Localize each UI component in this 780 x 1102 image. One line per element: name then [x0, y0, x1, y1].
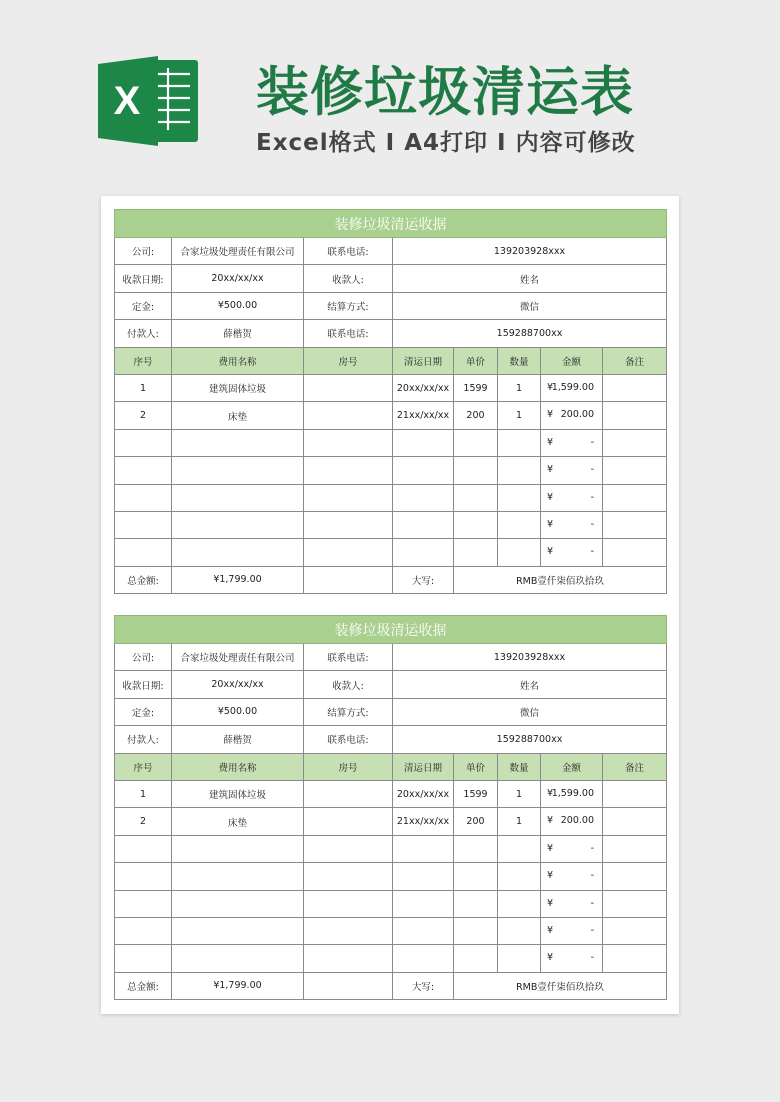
yen-symbol: ¥: [547, 518, 554, 530]
column-header: 房号: [304, 753, 393, 780]
room-number: [304, 917, 393, 944]
table-row: [115, 484, 667, 511]
fee-name: [172, 511, 304, 538]
quantity: [498, 429, 541, 456]
settlement-method-value: 微信: [393, 292, 667, 319]
amount-cell: [541, 429, 603, 456]
total-value: ¥1,799.00: [172, 972, 304, 999]
table-row: [115, 429, 667, 456]
clearance-date: [393, 511, 454, 538]
payer-phone-value: 159288700xx: [393, 320, 667, 347]
fee-name: [172, 457, 304, 484]
row-number: [115, 511, 172, 538]
receipt-form: [114, 209, 666, 594]
yen-symbol: ¥: [547, 897, 554, 909]
yen-symbol: ¥: [547, 924, 554, 936]
excel-icon: [98, 52, 202, 150]
quantity: 1: [498, 808, 541, 835]
room-number: [304, 457, 393, 484]
settlement-method-label: 结算方式:: [304, 698, 393, 725]
column-header: 单价: [454, 753, 498, 780]
unit-price: [454, 457, 498, 484]
page-header: [0, 0, 780, 190]
amount-value: -: [590, 897, 594, 909]
contact-phone-value: 139203928xxx: [393, 644, 667, 671]
quantity: [498, 863, 541, 890]
amount-value: -: [590, 842, 594, 854]
amount-cell: [541, 539, 603, 566]
row-number: [115, 457, 172, 484]
room-number: [304, 374, 393, 401]
column-header: 金额: [541, 347, 603, 374]
table-row: [115, 890, 667, 917]
remark: [603, 429, 667, 456]
yen-symbol: ¥: [547, 491, 554, 503]
table-row: [115, 835, 667, 862]
remark: [603, 863, 667, 890]
row-number: [115, 429, 172, 456]
receipt-table: [114, 209, 667, 594]
yen-symbol: ¥: [547, 787, 554, 799]
quantity: [498, 890, 541, 917]
column-header: 备注: [603, 753, 667, 780]
receipt-title: 装修垃圾清运收据: [115, 616, 667, 644]
sheet-paper: [101, 196, 679, 1014]
yen-symbol: ¥: [547, 815, 554, 827]
fee-name: [172, 429, 304, 456]
unit-price: [454, 917, 498, 944]
column-header: 金额: [541, 753, 603, 780]
deposit-label: 定金:: [115, 698, 172, 725]
room-number: [304, 835, 393, 862]
amount-cell: [541, 945, 603, 972]
receipt-date-label: 收款日期:: [115, 671, 172, 698]
row-number: [115, 863, 172, 890]
remark: [603, 917, 667, 944]
row-number: [115, 917, 172, 944]
company-label: 公司:: [115, 644, 172, 671]
clearance-date: 20xx/xx/xx: [393, 374, 454, 401]
column-header: 单价: [454, 347, 498, 374]
fee-name: [172, 945, 304, 972]
unit-price: [454, 890, 498, 917]
clearance-date: 20xx/xx/xx: [393, 780, 454, 807]
unit-price: [454, 484, 498, 511]
row-number: [115, 484, 172, 511]
clearance-date: [393, 835, 454, 862]
clearance-date: [393, 484, 454, 511]
clearance-date: [393, 890, 454, 917]
row-number: 1: [115, 374, 172, 401]
total-label: 总金额:: [115, 566, 172, 593]
quantity: [498, 457, 541, 484]
payer-phone-label: 联系电话:: [304, 320, 393, 347]
yen-symbol: ¥: [547, 436, 554, 448]
amount-cell: [541, 917, 603, 944]
company-value: 合家垃圾处理责任有限公司: [172, 238, 304, 265]
column-header: 费用名称: [172, 347, 304, 374]
receipt-form: [114, 615, 666, 1000]
clearance-date: 21xx/xx/xx: [393, 402, 454, 429]
amount-cell: [541, 890, 603, 917]
clearance-date: [393, 945, 454, 972]
yen-symbol: ¥: [547, 409, 554, 421]
receipt-table: [114, 615, 667, 1000]
column-header: 费用名称: [172, 753, 304, 780]
room-number: [304, 539, 393, 566]
blank-cell: [304, 972, 393, 999]
amount-cell: [541, 402, 603, 429]
remark: [603, 780, 667, 807]
remark: [603, 890, 667, 917]
fee-name: 床垫: [172, 808, 304, 835]
row-number: 2: [115, 402, 172, 429]
amount-value: -: [590, 491, 594, 503]
quantity: [498, 511, 541, 538]
total-value: ¥1,799.00: [172, 566, 304, 593]
yen-symbol: ¥: [547, 870, 554, 882]
remark: [603, 457, 667, 484]
amount-value: 1,599.00: [551, 787, 594, 799]
payer-label: 付款人:: [115, 726, 172, 753]
payer-phone-label: 联系电话:: [304, 726, 393, 753]
table-row: [115, 945, 667, 972]
payee-label: 收款人:: [304, 265, 393, 292]
yen-symbol: ¥: [547, 842, 554, 854]
quantity: [498, 945, 541, 972]
contact-phone-label: 联系电话:: [304, 238, 393, 265]
receipt-date-label: 收款日期:: [115, 265, 172, 292]
fee-name: [172, 539, 304, 566]
uppercase-value: RMB壹仟柒佰玖拾玖: [454, 972, 667, 999]
table-row: [115, 539, 667, 566]
amount-value: 200.00: [560, 815, 594, 827]
blank-cell: [304, 566, 393, 593]
column-header: 数量: [498, 347, 541, 374]
clearance-date: [393, 863, 454, 890]
room-number: [304, 511, 393, 538]
amount-value: 1,599.00: [551, 381, 594, 393]
amount-cell: [541, 780, 603, 807]
unit-price: [454, 429, 498, 456]
row-number: [115, 835, 172, 862]
room-number: [304, 402, 393, 429]
room-number: [304, 808, 393, 835]
quantity: 1: [498, 780, 541, 807]
uppercase-label: 大写:: [393, 972, 454, 999]
quantity: [498, 539, 541, 566]
unit-price: [454, 511, 498, 538]
room-number: [304, 780, 393, 807]
room-number: [304, 429, 393, 456]
payer-phone-value: 159288700xx: [393, 726, 667, 753]
payer-value: 薛楷贺: [172, 726, 304, 753]
unit-price: [454, 863, 498, 890]
receipt-title: 装修垃圾清运收据: [115, 210, 667, 238]
contact-phone-value: 139203928xxx: [393, 238, 667, 265]
payee-value: 姓名: [393, 671, 667, 698]
quantity: 1: [498, 374, 541, 401]
yen-symbol: ¥: [547, 952, 554, 964]
fee-name: 建筑固体垃圾: [172, 780, 304, 807]
fee-name: [172, 917, 304, 944]
fee-name: [172, 484, 304, 511]
table-row: [115, 511, 667, 538]
column-header: 清运日期: [393, 347, 454, 374]
unit-price: 1599: [454, 374, 498, 401]
row-number: 1: [115, 780, 172, 807]
table-row: [115, 374, 667, 401]
room-number: [304, 484, 393, 511]
unit-price: [454, 945, 498, 972]
table-row: [115, 917, 667, 944]
unit-price: 200: [454, 402, 498, 429]
remark: [603, 808, 667, 835]
column-header: 房号: [304, 347, 393, 374]
payee-value: 姓名: [393, 265, 667, 292]
row-number: 2: [115, 808, 172, 835]
deposit-label: 定金:: [115, 292, 172, 319]
settlement-method-label: 结算方式:: [304, 292, 393, 319]
uppercase-label: 大写:: [393, 566, 454, 593]
yen-symbol: ¥: [547, 464, 554, 476]
amount-value: -: [590, 952, 594, 964]
fee-name: [172, 890, 304, 917]
column-header: 序号: [115, 753, 172, 780]
payer-value: 薛楷贺: [172, 320, 304, 347]
fee-name: [172, 835, 304, 862]
remark: [603, 374, 667, 401]
clearance-date: [393, 539, 454, 566]
page-title: 装修垃圾清运表: [256, 62, 634, 123]
quantity: [498, 835, 541, 862]
company-value: 合家垃圾处理责任有限公司: [172, 644, 304, 671]
table-row: [115, 780, 667, 807]
quantity: [498, 917, 541, 944]
unit-price: [454, 539, 498, 566]
row-number: [115, 890, 172, 917]
yen-symbol: ¥: [547, 381, 554, 393]
amount-value: -: [590, 464, 594, 476]
amount-cell: [541, 374, 603, 401]
amount-cell: [541, 511, 603, 538]
contact-phone-label: 联系电话:: [304, 644, 393, 671]
payee-label: 收款人:: [304, 671, 393, 698]
yen-symbol: ¥: [547, 546, 554, 558]
deposit-value: ¥500.00: [172, 292, 304, 319]
unit-price: 1599: [454, 780, 498, 807]
total-label: 总金额:: [115, 972, 172, 999]
page-subtitle: Excel格式 I A4打印 I 内容可修改: [256, 130, 636, 156]
payer-label: 付款人:: [115, 320, 172, 347]
remark: [603, 402, 667, 429]
remark: [603, 835, 667, 862]
receipt-date-value: 20xx/xx/xx: [172, 671, 304, 698]
fee-name: [172, 863, 304, 890]
amount-value: -: [590, 436, 594, 448]
room-number: [304, 890, 393, 917]
deposit-value: ¥500.00: [172, 698, 304, 725]
column-header: 数量: [498, 753, 541, 780]
room-number: [304, 945, 393, 972]
table-row: [115, 402, 667, 429]
fee-name: 床垫: [172, 402, 304, 429]
remark: [603, 539, 667, 566]
unit-price: [454, 835, 498, 862]
column-header: 清运日期: [393, 753, 454, 780]
remark: [603, 484, 667, 511]
table-row: [115, 808, 667, 835]
row-number: [115, 539, 172, 566]
amount-cell: [541, 484, 603, 511]
quantity: [498, 484, 541, 511]
settlement-method-value: 微信: [393, 698, 667, 725]
excel-logo-letter: X: [113, 79, 141, 123]
clearance-date: [393, 917, 454, 944]
quantity: 1: [498, 402, 541, 429]
room-number: [304, 863, 393, 890]
fee-name: 建筑固体垃圾: [172, 374, 304, 401]
company-label: 公司:: [115, 238, 172, 265]
table-row: [115, 457, 667, 484]
amount-value: 200.00: [560, 409, 594, 421]
remark: [603, 945, 667, 972]
unit-price: 200: [454, 808, 498, 835]
column-header: 序号: [115, 347, 172, 374]
amount-value: -: [590, 546, 594, 558]
column-header: 备注: [603, 347, 667, 374]
row-number: [115, 945, 172, 972]
clearance-date: [393, 457, 454, 484]
clearance-date: [393, 429, 454, 456]
receipt-date-value: 20xx/xx/xx: [172, 265, 304, 292]
remark: [603, 511, 667, 538]
clearance-date: 21xx/xx/xx: [393, 808, 454, 835]
amount-value: -: [590, 518, 594, 530]
amount-cell: [541, 457, 603, 484]
amount-cell: [541, 863, 603, 890]
amount-value: -: [590, 870, 594, 882]
table-row: [115, 863, 667, 890]
amount-cell: [541, 808, 603, 835]
amount-cell: [541, 835, 603, 862]
amount-value: -: [590, 924, 594, 936]
uppercase-value: RMB壹仟柒佰玖拾玖: [454, 566, 667, 593]
